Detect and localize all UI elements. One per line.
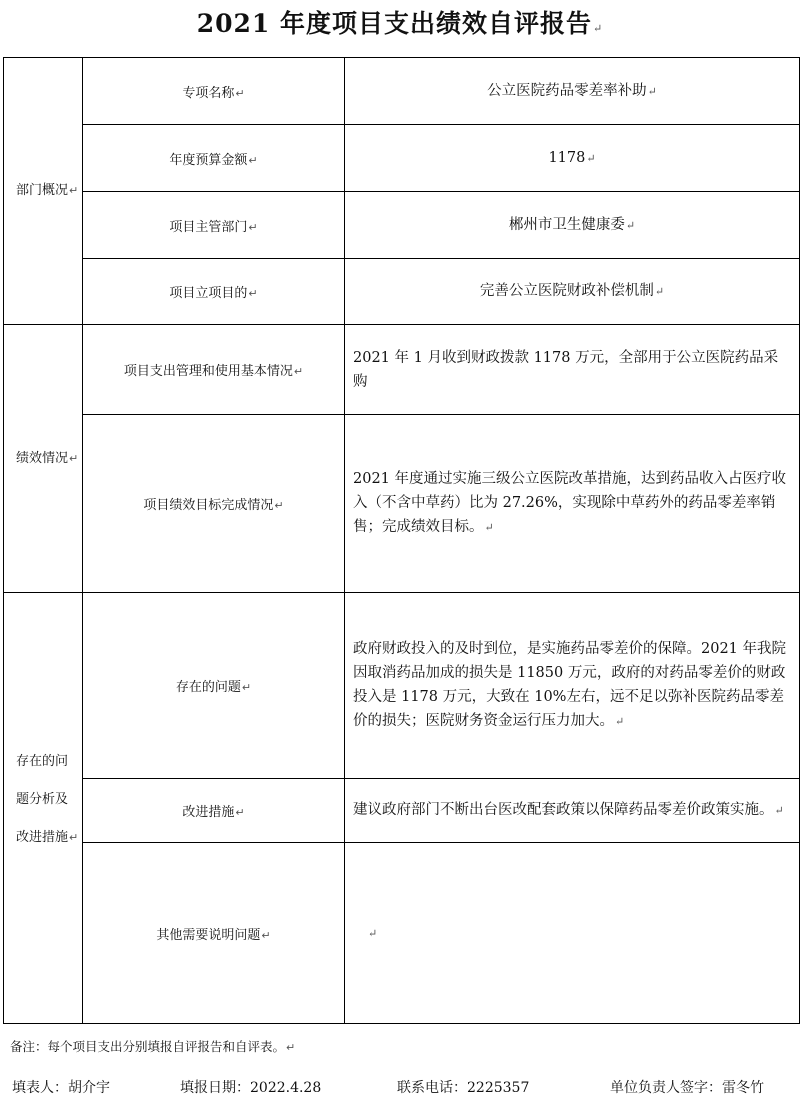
report-table (3, 57, 800, 1024)
row-value: 郴州市卫生健康委↵ (345, 192, 800, 259)
row-label: 项目支出管理和使用基本情况↵ (83, 325, 345, 415)
row-label: 改进措施↵ (83, 779, 345, 843)
row-value: ↵ (345, 843, 800, 1024)
row-value: 完善公立医院财政补偿机制↵ (345, 259, 800, 325)
row-value: 2021 年 1 月收到财政拨款 1178 万元，全部用于公立医院药品采购 (345, 325, 800, 415)
report-title: 2021 年度项目支出绩效自评报告↵ (196, 9, 604, 38)
category-line: 改进措施↵ (16, 830, 79, 845)
table-row (4, 415, 800, 593)
row-value: 建议政府部门不断出台医改配套政策以保障药品零差价政策实施。↵ (345, 779, 800, 843)
row-label: 项目立项目的↵ (83, 259, 345, 325)
category-performance: 绩效情况↵ (4, 325, 83, 593)
contact-phone: 联系电话：2225357 (397, 1080, 530, 1096)
row-label: 年度预算金额↵ (83, 125, 345, 192)
row-value: 公立医院药品零差率补助↵ (345, 58, 800, 125)
row-label: 其他需要说明问题↵ (83, 843, 345, 1024)
filler-name: 填表人：胡介宇 (12, 1080, 110, 1096)
category-line: 题分析及 (16, 792, 69, 807)
category-line: 存在的问 (16, 754, 69, 769)
row-label: 项目主管部门↵ (83, 192, 345, 259)
table-row (4, 779, 800, 843)
row-value: 2021 年度通过实施三级公立医院改革措施，达到药品收入占医疗收入（不含中草药）比为 27.26%，实现除中草药外的药品零差率销售；完成绩效目标。↵ (345, 415, 800, 593)
row-label: 项目绩效目标完成情况↵ (83, 415, 345, 593)
row-label: 存在的问题↵ (83, 593, 345, 779)
table-row (4, 325, 800, 415)
row-label: 专项名称↵ (83, 58, 345, 125)
table-row (4, 593, 800, 779)
table-row (4, 843, 800, 1024)
table-row (4, 192, 800, 259)
unit-head-signature: 单位负责人签字：雷冬竹 (610, 1080, 764, 1096)
table-row (4, 125, 800, 192)
category-dept-overview: 部门概况↵ (4, 58, 83, 325)
table-row (4, 259, 800, 325)
category-issues (4, 593, 83, 1024)
table-row (4, 58, 800, 125)
row-value: 1178↵ (345, 125, 800, 192)
fill-date: 填报日期：2022.4.28 (180, 1080, 322, 1096)
row-value: 政府财政投入的及时到位，是实施药品零差价的保障。2021 年我院因取消药品加成的损失是 11850 万元，政府的对药品零差价的财政投入是 1178 万元，大致在 10%左右，远不足以弥补医院药品零差价的损失；医院财务资金运行压力加大。↵ (345, 593, 800, 779)
footnote: 备注：每个项目支出分别填报自评报告和自评表。↵ (10, 1039, 296, 1054)
